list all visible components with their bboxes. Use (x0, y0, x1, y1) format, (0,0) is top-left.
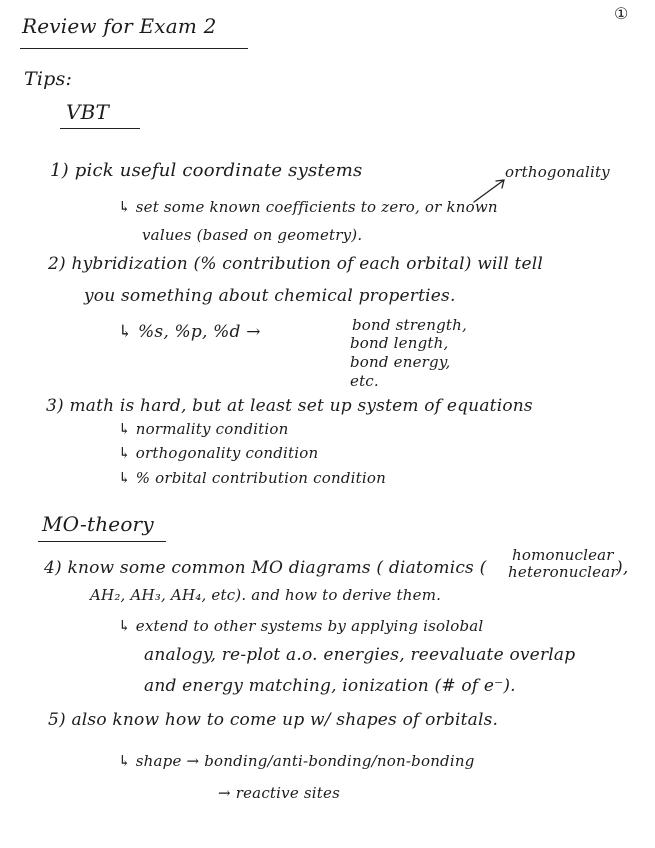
orthogonality-note: orthogonality (505, 163, 610, 181)
item-4-line-1: 4) know some common MO diagrams ( diatomics ( (44, 558, 487, 578)
item-4-close: ), (616, 558, 629, 578)
item-4-sub-2: analogy, re-plot a.o. energies, reevaluate overlap (144, 645, 576, 665)
mo-theory-underline (38, 541, 166, 542)
bond-property: etc. (350, 372, 379, 390)
item-3-sub: ↳ orthogonality condition (118, 444, 319, 462)
page-number: ① (614, 4, 629, 23)
item-5-sub-2: → reactive sites (218, 784, 340, 802)
tips-label: Tips: (24, 68, 73, 90)
item-2-line-2: you something about chemical properties. (84, 286, 456, 306)
item-3-sub: ↳ normality condition (118, 420, 289, 438)
heteronuclear-label: heteronuclear (508, 563, 618, 581)
mo-theory-heading: MO-theory (42, 512, 154, 536)
item-1-sub-2: values (based on geometry). (142, 226, 363, 244)
homonuclear-label: homonuclear (512, 546, 614, 564)
item-4-sub-1: ↳ extend to other systems by applying isolobal (118, 617, 484, 635)
page-title: Review for Exam 2 (22, 14, 217, 38)
item-1-sub-1: ↳ set some known coefficients to zero, or known (118, 198, 498, 216)
item-4-line-2: AH₂, AH₃, AH₄, etc). and how to derive them. (90, 586, 442, 604)
item-5-sub-1: ↳ shape → bonding/anti-bonding/non-bonding (118, 752, 475, 770)
item-5-line: 5) also know how to come up w/ shapes of orbitals. (48, 710, 499, 730)
bond-property: bond energy, (350, 353, 451, 371)
item-2-line-1: 2) hybridization (% contribution of each orbital) will tell (48, 254, 544, 274)
item-3-sub: ↳ % orbital contribution condition (118, 469, 386, 487)
item-4-sub-3: and energy matching, ionization (# of e⁻). (144, 676, 516, 696)
vbt-underline (60, 128, 140, 129)
bond-property: bond strength, (352, 316, 467, 334)
vbt-heading: VBT (66, 100, 110, 124)
bond-property: bond length, (350, 334, 449, 352)
title-underline (20, 48, 248, 49)
item-2-arrow-line: ↳ %s, %p, %d → (118, 322, 261, 342)
item-3-line: 3) math is hard, but at least set up system of equations (46, 396, 533, 416)
item-1-line: 1) pick useful coordinate systems (50, 160, 363, 181)
